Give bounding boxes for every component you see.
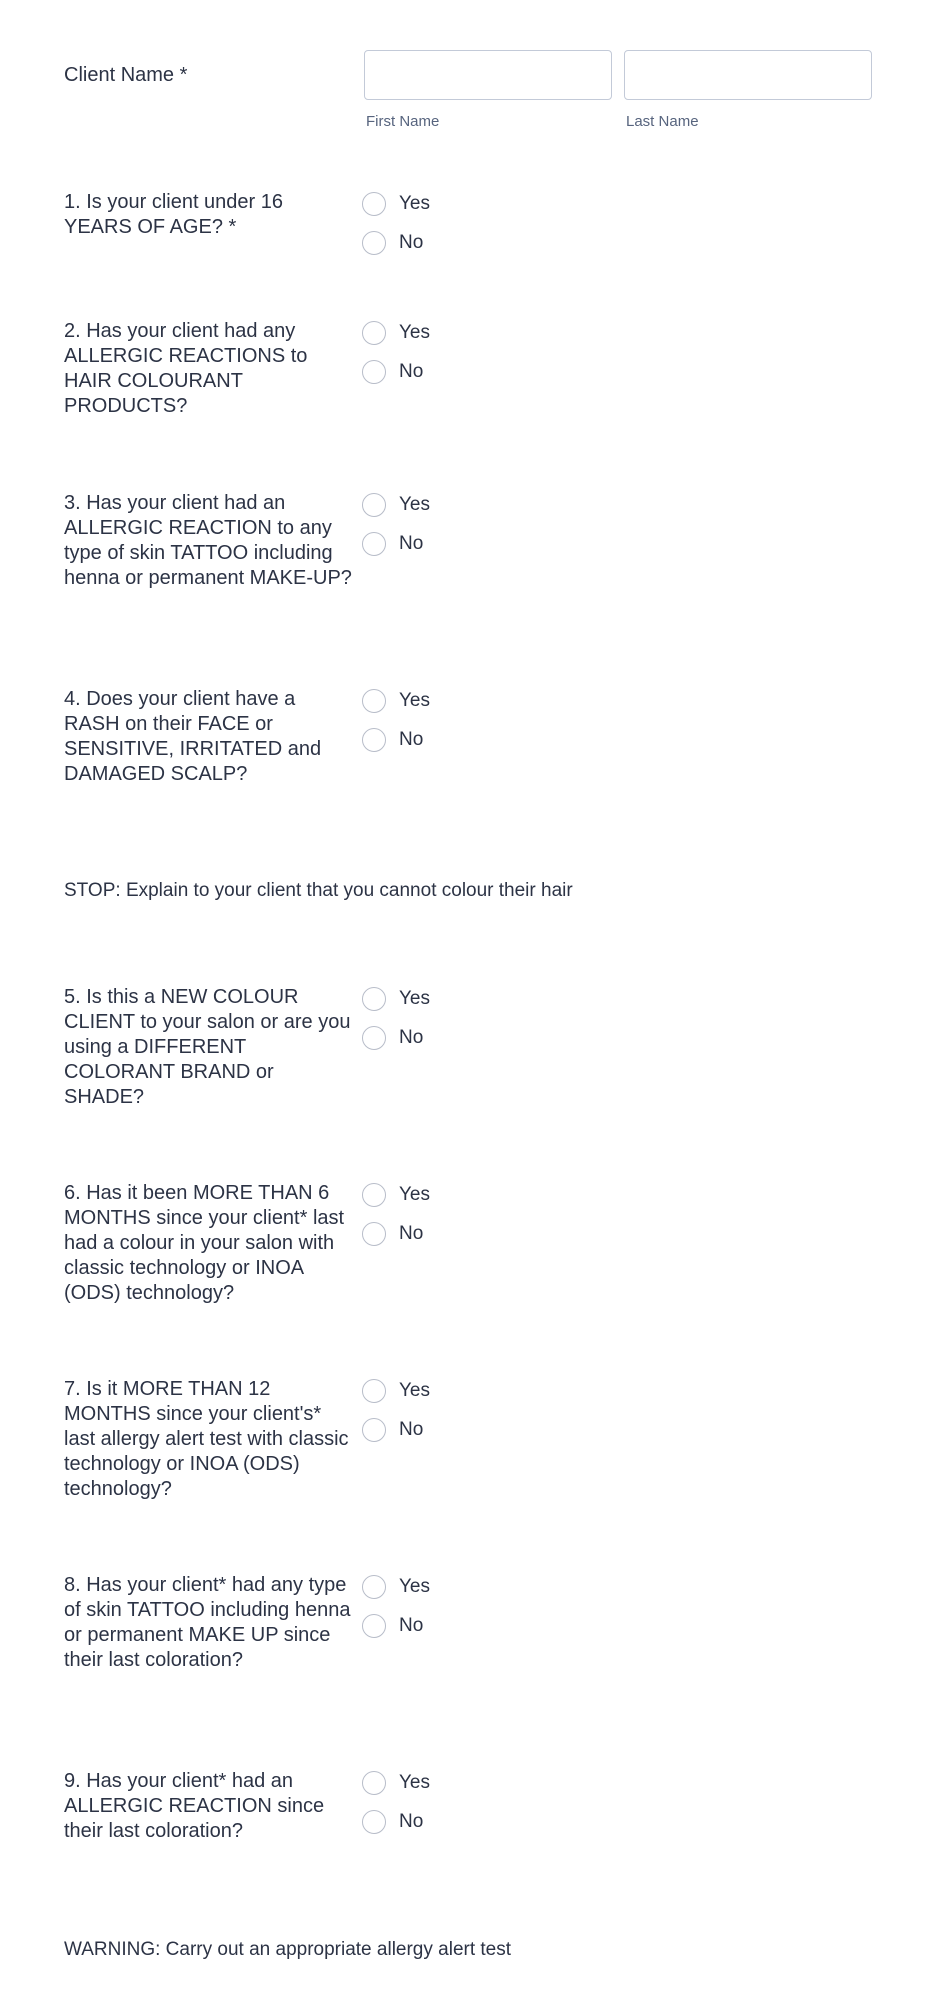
question-label: 7. Is it MORE THAN 12 MONTHS since your client's* last allergy alert test with classic technology or INOA (ODS) technology? [64, 1378, 349, 1500]
radio-button[interactable] [362, 689, 386, 713]
option-label: No [399, 1810, 424, 1832]
radio-group [362, 313, 430, 391]
question-label: 6. Has it been MORE THAN 6 MONTHS since your client* last had a colour in your salon with classic technology or INOA (ODS) technology? [64, 1182, 345, 1304]
option-no[interactable] [362, 223, 430, 262]
last-name-input[interactable] [624, 50, 872, 100]
option-yes[interactable] [362, 485, 430, 524]
option-yes[interactable] [362, 979, 430, 1018]
option-yes[interactable] [362, 184, 430, 223]
option-yes[interactable] [362, 313, 430, 352]
option-label: No [399, 1418, 424, 1440]
option-yes[interactable] [362, 681, 430, 720]
radio-button[interactable] [362, 728, 386, 752]
radio-button[interactable] [362, 321, 386, 345]
client-name-label: Client Name * [64, 64, 188, 86]
first-name-sublabel: First Name [366, 113, 440, 130]
option-label: No [399, 728, 424, 750]
option-no[interactable] [362, 1018, 430, 1057]
radio-button[interactable] [362, 1026, 386, 1050]
radio-button[interactable] [362, 1575, 386, 1599]
option-yes[interactable] [362, 1175, 430, 1214]
option-label: Yes [399, 1183, 430, 1205]
option-label: No [399, 532, 424, 554]
radio-button[interactable] [362, 532, 386, 556]
question-label: 2. Has your client had any ALLERGIC REACTIONS to HAIR COLOURANT PRODUCTS? [64, 320, 308, 417]
radio-button[interactable] [362, 231, 386, 255]
option-no[interactable] [362, 352, 430, 391]
client-name-field [64, 0, 874, 140]
option-no[interactable] [362, 1802, 430, 1841]
radio-group [362, 485, 430, 563]
radio-group [362, 1567, 430, 1645]
option-label: Yes [399, 321, 430, 343]
option-label: Yes [399, 1771, 430, 1793]
option-label: No [399, 231, 424, 253]
option-label: Yes [399, 192, 430, 214]
first-name-input[interactable] [364, 50, 612, 100]
question-label: 1. Is your client under 16 YEARS OF AGE? * [64, 191, 284, 238]
option-yes[interactable] [362, 1567, 430, 1606]
last-name-sublabel: Last Name [626, 113, 699, 130]
question-label: 4. Does your client have a RASH on their FACE or SENSITIVE, IRRITATED and DAMAGED SCALP? [64, 688, 322, 785]
radio-button[interactable] [362, 987, 386, 1011]
option-no[interactable] [362, 720, 430, 759]
option-label: Yes [399, 689, 430, 711]
radio-group [362, 681, 430, 759]
option-label: No [399, 1222, 424, 1244]
option-label: Yes [399, 1575, 430, 1597]
question-label: 5. Is this a NEW COLOUR CLIENT to your salon or are you using a DIFFERENT COLORANT BRAND or SHADE? [64, 986, 351, 1108]
radio-group [362, 1175, 430, 1253]
option-yes[interactable] [362, 1371, 430, 1410]
question-label: 3. Has your client had an ALLERGIC REACTION to any type of skin TATTOO including henna or permanent MAKE-UP? [64, 492, 352, 589]
radio-group [362, 1763, 430, 1841]
radio-button[interactable] [362, 192, 386, 216]
option-label: Yes [399, 1379, 430, 1401]
stop-note: STOP: Explain to your client that you cannot colour their hair [64, 880, 573, 901]
option-no[interactable] [362, 1214, 430, 1253]
option-label: Yes [399, 493, 430, 515]
option-no[interactable] [362, 524, 430, 563]
option-label: No [399, 1614, 424, 1636]
radio-group [362, 184, 430, 262]
radio-button[interactable] [362, 1418, 386, 1442]
option-label: No [399, 1026, 424, 1048]
radio-group [362, 1371, 430, 1449]
radio-group [362, 979, 430, 1057]
radio-button[interactable] [362, 493, 386, 517]
radio-button[interactable] [362, 1222, 386, 1246]
radio-button[interactable] [362, 360, 386, 384]
warning-note: WARNING: Carry out an appropriate allergy alert test [64, 1939, 512, 1960]
option-label: No [399, 360, 424, 382]
radio-button[interactable] [362, 1614, 386, 1638]
radio-button[interactable] [362, 1771, 386, 1795]
option-yes[interactable] [362, 1763, 430, 1802]
option-label: Yes [399, 987, 430, 1009]
option-no[interactable] [362, 1606, 430, 1645]
question-label: 9. Has your client* had an ALLERGIC REACTION since their last coloration? [64, 1770, 325, 1842]
radio-button[interactable] [362, 1183, 386, 1207]
radio-button[interactable] [362, 1810, 386, 1834]
question-label: 8. Has your client* had any type of skin TATTOO including henna or permanent MAKE UP since their last coloration? [64, 1574, 351, 1671]
radio-button[interactable] [362, 1379, 386, 1403]
option-no[interactable] [362, 1410, 430, 1449]
